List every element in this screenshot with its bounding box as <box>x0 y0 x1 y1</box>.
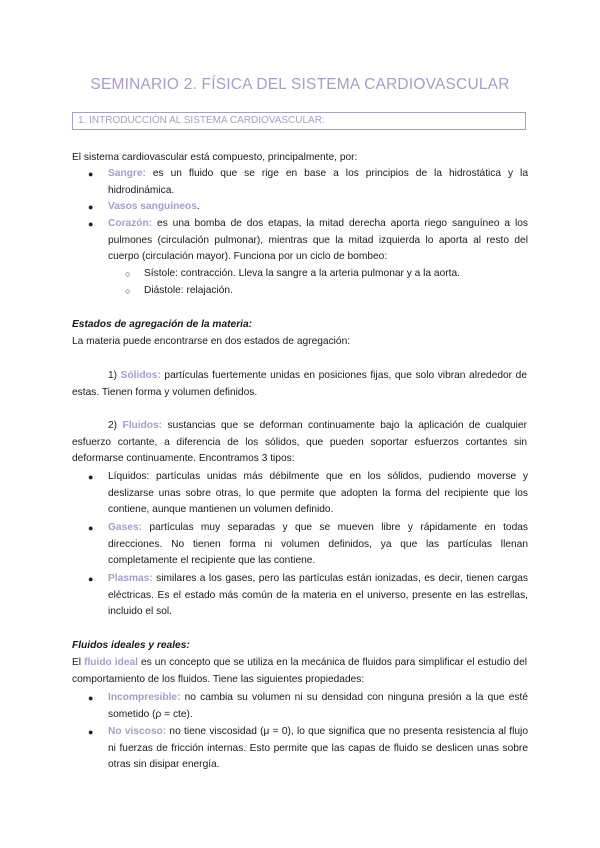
desc-vessels: . <box>196 201 200 212</box>
term-vessels: Vasos sanguíneos <box>108 201 197 212</box>
fluids-number: 2) <box>108 420 118 431</box>
list-item-vessels <box>108 199 528 216</box>
solids-paragraph <box>72 368 527 401</box>
desc-plasmas: similares a los gases, pero las partículas están ionizadas, es decir, tienen cargas eléctricas. Es el estado más común de la materia en el universo, presente en las estrellas, incluido el sol. <box>108 573 528 617</box>
desc-gases: partículas muy separadas y que se mueven libre y rápidamente en todas direcciones. No tienen forma ni volumen definidos, ya que las partículas llenan completamente el recipiente que las contiene. <box>108 522 528 566</box>
intro-paragraph: El sistema cardiovascular está compuesto, principalmente, por: <box>72 152 358 163</box>
term-fluids: Fluidos: <box>122 420 163 431</box>
list-item-blood <box>108 166 528 199</box>
section-heading-box: 1. INTRODUCCIÓN AL SISTEMA CARDIOVASCULAR: <box>72 112 526 130</box>
desc-fluids: sustancias que se deforman continuamente bajo la aplicación de cualquier esfuerzo cortante, a diferencia de los sólidos, que pueden soportar esfuerzos cortantes sin deformarse continuamente. Encontramos 3 tipos: <box>72 420 527 464</box>
term-plasmas: Plasmas: <box>108 573 153 584</box>
desc-solids: partículas fuertemente unidas en posiciones fijas, que solo vibran alrededor de estas. Tienen forma y volumen definidos. <box>72 370 527 398</box>
term-blood: Sangre: <box>108 168 146 179</box>
list-item-liquids <box>108 469 528 519</box>
term-solids: Sólidos: <box>120 370 161 381</box>
term-ideal-fluid: fluido ideal <box>84 657 139 668</box>
term-heart: Corazón: <box>108 218 153 229</box>
desc-blood: es un fluido que se rige en base a los principios de la hidrostática y la hidrodinámica. <box>108 168 528 196</box>
desc-liquids: Líquidos: partículas unidas más débilmente que en los sólidos, pudiendo moverse y deslizarse unas sobre otras, lo que permite que adopten la forma del recipiente que los contiene, aunque mantienen un volumen definido. <box>108 471 528 515</box>
sublist-item-diastole: ○ Diástole: relajación. <box>144 283 524 300</box>
term-nonviscous: No viscoso: <box>108 726 167 737</box>
document-title: SEMINARIO 2. FÍSICA DEL SISTEMA CARDIOVASCULAR <box>90 76 510 93</box>
ideal-heading: Fluidos ideales y reales: <box>72 640 190 651</box>
solids-number: 1) <box>108 370 118 381</box>
list-item-heart <box>108 216 528 266</box>
list-item-gases <box>108 520 528 570</box>
ideal-intro-pre: El <box>72 657 85 668</box>
term-incompressible: Incompresible: <box>108 692 181 703</box>
list-item-nonviscous <box>108 724 528 774</box>
sublist-item-systole: ○ Sístole: contracción. Lleva la sangre a la arteria pulmonar y a la aorta. <box>144 266 524 283</box>
list-item-incompressible <box>108 690 528 723</box>
fluids-paragraph <box>72 418 527 468</box>
desc-nonviscous: no tiene viscosidad (μ = 0), lo que significa que no presenta resistencia al flujo ni fuerzas de fricción internas. Esto permite que las capas de fluido se deslicen unas sobre otras sin disipar energía. <box>108 726 528 770</box>
list-item-plasmas <box>108 571 528 621</box>
desc-heart: es una bomba de dos etapas, la mitad derecha aporta riego sanguíneo a los pulmones (circulación pulmonar), mientras que la mitad izquierda lo aporta al resto del cuerpo (circulación mayor). Funciona por un ciclo de bombeo: <box>108 218 528 262</box>
term-gases: Gases: <box>108 522 142 533</box>
desc-ideal-fluid: es un concepto que se utiliza en la mecánica de fluidos para simplificar el estudio del comportamiento de los fluidos. Tiene las siguientes propiedades: <box>72 657 527 685</box>
states-heading: Estados de agregación de la materia: <box>72 319 253 330</box>
ideal-intro <box>72 655 527 688</box>
states-intro: La materia puede encontrarse en dos estados de agregación: <box>72 336 351 347</box>
desc-incompressible: no cambia su volumen ni su densidad con ninguna presión a la que esté sometido (ρ = cte). <box>108 692 528 720</box>
